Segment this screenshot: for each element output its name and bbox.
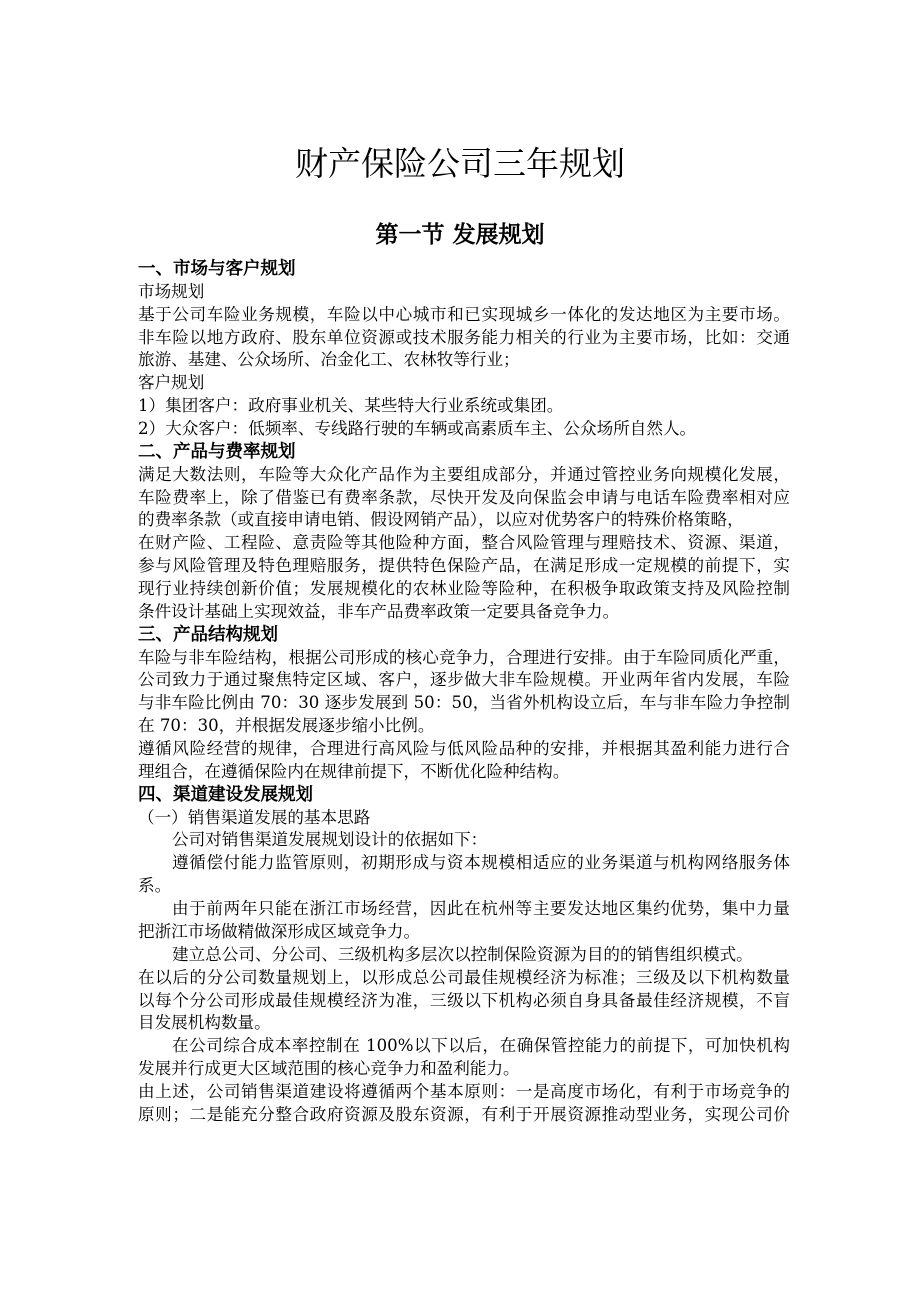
text-line: 与非车险比例由 70：30 逐步发展到 50：50，当省外机构设立后，车与非车险力争控制	[138, 693, 790, 713]
text-line: 的费率条款（或直接申请电销、假设网销产品），以应对优势客户的特殊价格策略，	[138, 510, 744, 530]
section-title: 第一节 发展规划	[375, 222, 545, 248]
text-line: 在 70：30，并根据发展逐步缩小比例。	[138, 716, 435, 736]
text-line: 把浙江市场做精做深形成区域竞争力。	[138, 921, 421, 941]
subsection-heading: 四、渠道建设发展规划	[138, 784, 313, 805]
text-line: 发展并行成更大区域范围的核心竞争力和盈利能力。	[138, 1059, 520, 1079]
text-line: 市场规划	[138, 281, 205, 301]
text-line: （一）销售渠道发展的基本思路	[138, 807, 371, 827]
text-line: 在公司综合成本率控制在 100%以下以后，在确保管控能力的前提下，可加快机构	[172, 1036, 790, 1056]
subsection-heading: 一、市场与客户规划	[138, 259, 296, 279]
text-line: 在财产险、工程险、意责险等其他险种方面，整合风险管理与理赔技术、资源、渠道，	[138, 533, 790, 553]
text-line: 基于公司车险业务规模，车险以中心城市和已实现城乡一体化的发达地区为主要市场。	[138, 304, 790, 324]
text-line: 理组合，在遵循保险内在规律前提下，不断优化险种结构。	[138, 761, 570, 781]
text-line: 由于前两年只能在浙江市场经营，因此在杭州等主要发达地区集约优势，集中力量	[172, 899, 790, 919]
text-line: 由上述，公司销售渠道建设将遵循两个基本原则：一是高度市场化，有利于市场竞争的	[138, 1081, 790, 1101]
document-body	[138, 258, 790, 1127]
subsection-heading: 三、产品结构规划	[138, 624, 278, 645]
text-line: 目发展机构数量。	[138, 1013, 271, 1033]
subsection-heading: 二、产品与费率规划	[138, 441, 296, 462]
document-title: 财产保险公司三年规划	[295, 144, 625, 183]
text-line: 建立总公司、分公司、三级机构多层次以控制保险资源为目的的销售组织模式。	[172, 944, 753, 964]
text-line: 公司对销售渠道发展规划设计的依据如下：	[172, 830, 488, 850]
text-line: 遵循风险经营的规律，合理进行高风险与低风险品种的安排，并根据其盈利能力进行合	[138, 739, 790, 759]
text-line: 遵循偿付能力监管原则，初期形成与资本规模相适应的业务渠道与机构网络服务体	[172, 853, 790, 873]
text-line: 原则；二是能充分整合政府资源及股东资源，有利于开展资源推动型业务，实现公司价	[138, 1104, 790, 1124]
text-line: 车险费率上，除了借鉴已有费率条款，尽快开发及向保监会申请与电话车险费率相对应	[138, 487, 790, 507]
text-line: 旅游、基建、公众场所、冶金化工、农林牧等行业；	[138, 350, 520, 370]
text-line: 条件设计基础上实现效益，非车产品费率政策一定要具备竞争力。	[138, 601, 620, 621]
text-line: 参与风险管理及特色理赔服务，提供特色保险产品，在满足形成一定规模的前提下，实	[138, 556, 790, 576]
text-line: 系。	[138, 876, 172, 896]
text-line: 在以后的分公司数量规划上，以形成总公司最佳规模经济为标准；三级及以下机构数量	[138, 967, 790, 987]
text-line: 以每个分公司形成最佳规模经济为准，三级以下机构必须自身具备最佳经济规模，不盲	[138, 990, 790, 1010]
text-line: 2）大众客户：低频率、专线路行驶的车辆或高素质车主、公众场所自然人。	[138, 419, 697, 439]
text-line: 非车险以地方政府、股东单位资源或技术服务能力相关的行业为主要市场，比如：交通	[138, 327, 790, 347]
text-line: 公司致力于通过聚焦特定区域、客户，逐步做大非车险规模。开业两年省内发展，车险	[138, 670, 790, 690]
text-line: 客户规划	[138, 373, 205, 393]
text-line: 满足大数法则，车险等大众化产品作为主要组成部分，并通过管控业务向规模化发展，	[138, 464, 790, 484]
text-line: 车险与非车险结构，根据公司形成的核心竞争力，合理进行安排。由于车险同质化严重，	[138, 647, 790, 667]
text-line: 1）集团客户：政府事业机关、某些特大行业系统或集团。	[138, 396, 564, 416]
text-line: 现行业持续创新价值；发展规模化的农林业险等险种，在积极争取政策支持及风险控制	[138, 579, 790, 599]
